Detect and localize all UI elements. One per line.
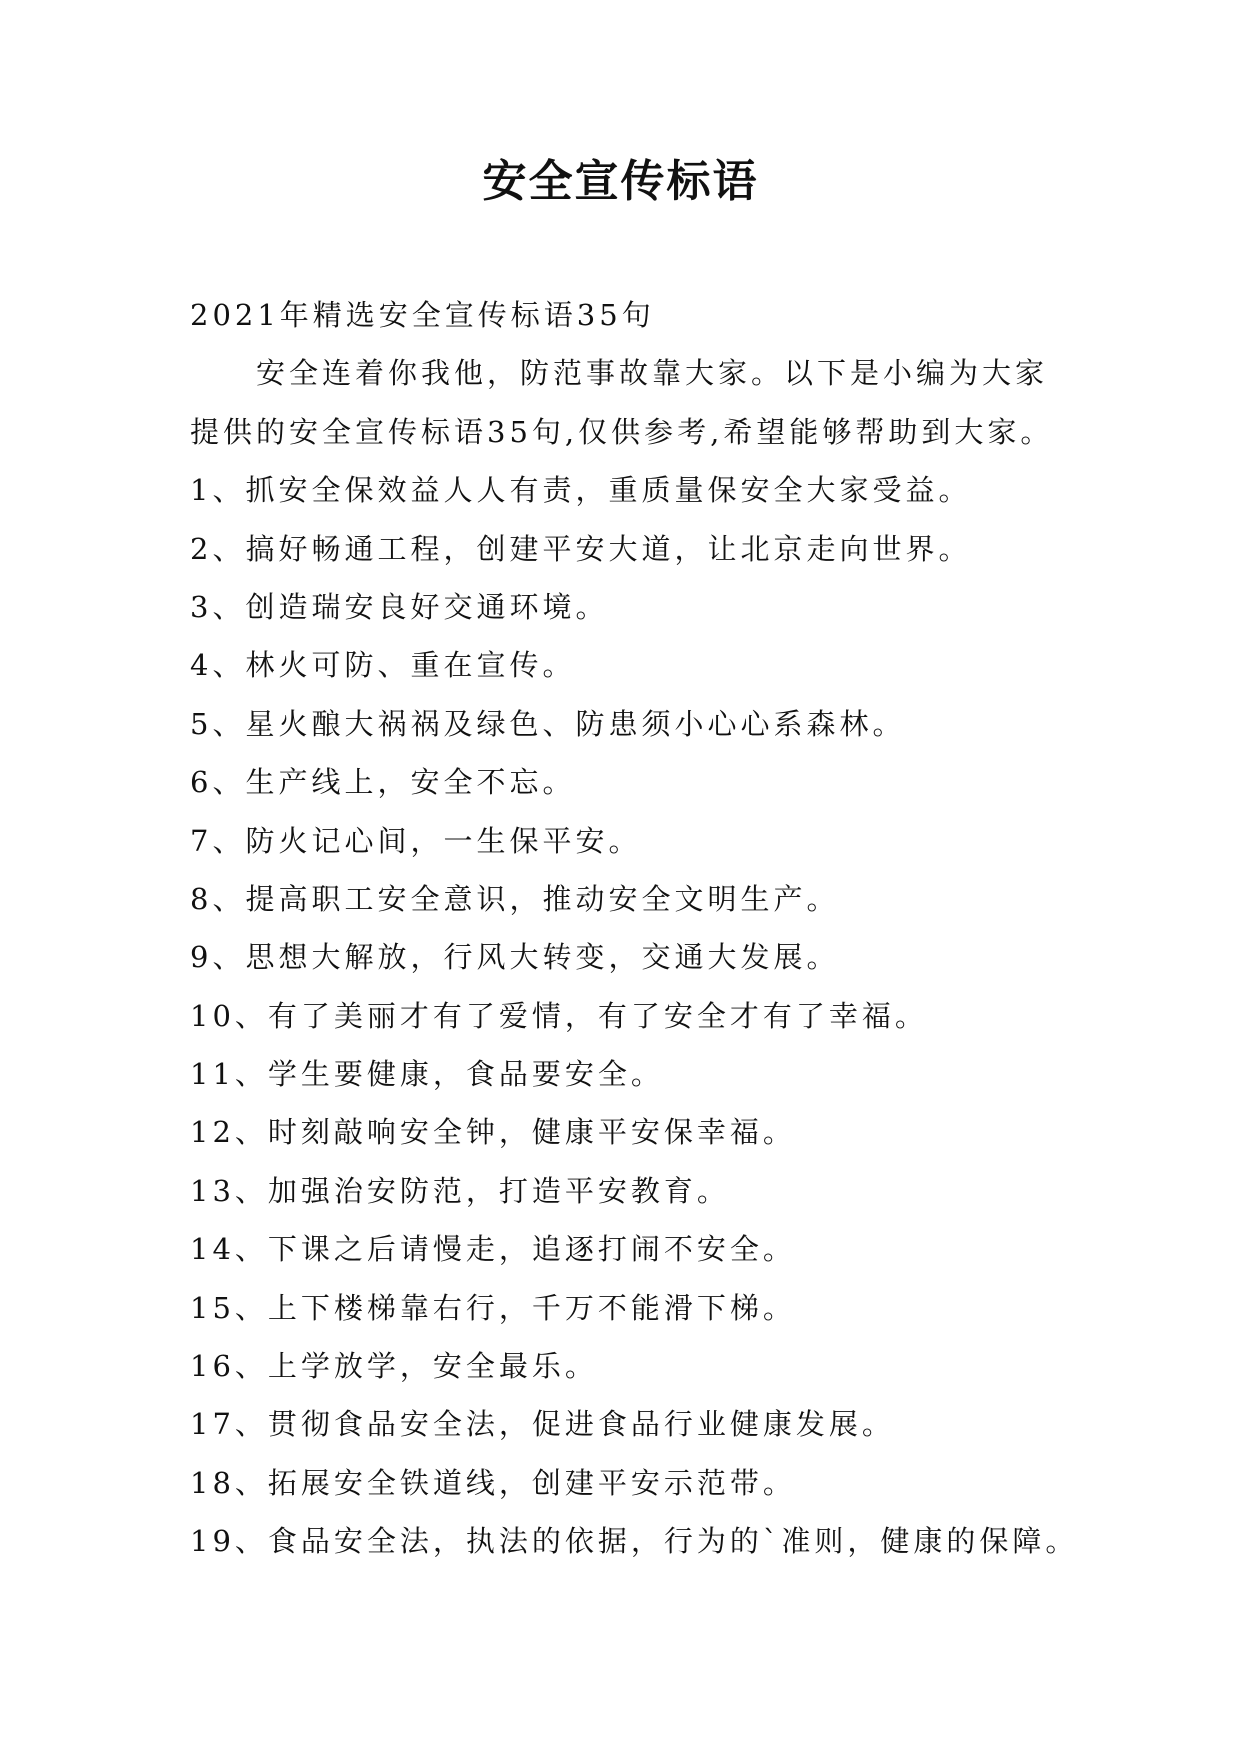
slogan-item: 19、食品安全法，执法的依据，行为的`准则，健康的保障。 [190, 1524, 1079, 1559]
document-body [190, 286, 1090, 1571]
slogan-item: 17、贯彻食品安全法，促进食品行业健康发展。 [190, 1407, 895, 1442]
intro-line-2: 提供的安全宣传标语35句,仅供参考,希望能够帮助到大家。 [190, 414, 1054, 449]
slogan-item: 9、思想大解放，行风大转变，交通大发展。 [190, 940, 840, 975]
document-title: 安全宣传标语 [482, 156, 759, 207]
slogan-item: 14、下课之后请慢走，追逐打闹不安全。 [190, 1232, 796, 1267]
slogan-item: 3、创造瑞安良好交通环境。 [190, 589, 609, 624]
slogan-item: 15、上下楼梯靠右行，千万不能滑下梯。 [190, 1290, 796, 1325]
subtitle-line: 2021年精选安全宣传标语35句 [190, 298, 655, 332]
slogan-item: 5、星火酿大祸祸及绿色、防患须小心心系森林。 [190, 706, 906, 741]
slogan-item: 8、提高职工安全意识，推动安全文明生产。 [190, 881, 840, 916]
slogan-item: 18、拓展安全铁道线，创建平安示范带。 [190, 1465, 796, 1500]
slogan-item: 13、加强治安防范，打造平安教育。 [190, 1173, 730, 1208]
slogan-item: 4、林火可防、重在宣传。 [190, 648, 576, 683]
slogan-item: 16、上学放学，安全最乐。 [190, 1349, 598, 1384]
slogan-item: 6、生产线上，安全不忘。 [190, 765, 576, 800]
intro-line-1: 安全连着你我他，防范事故靠大家。以下是小编为大家 [256, 356, 1049, 391]
slogan-item: 1、抓安全保效益人人有责，重质量保安全大家受益。 [190, 473, 972, 508]
slogan-item: 12、时刻敲响安全钟，健康平安保幸福。 [190, 1115, 796, 1150]
slogan-item: 7、防火记心间，一生保平安。 [190, 823, 642, 858]
slogan-item: 11、学生要健康，食品要安全。 [190, 1057, 664, 1092]
slogan-item: 2、搞好畅通工程，创建平安大道，让北京走向世界。 [190, 531, 972, 566]
slogan-item: 10、有了美丽才有了爱情，有了安全才有了幸福。 [190, 998, 928, 1033]
